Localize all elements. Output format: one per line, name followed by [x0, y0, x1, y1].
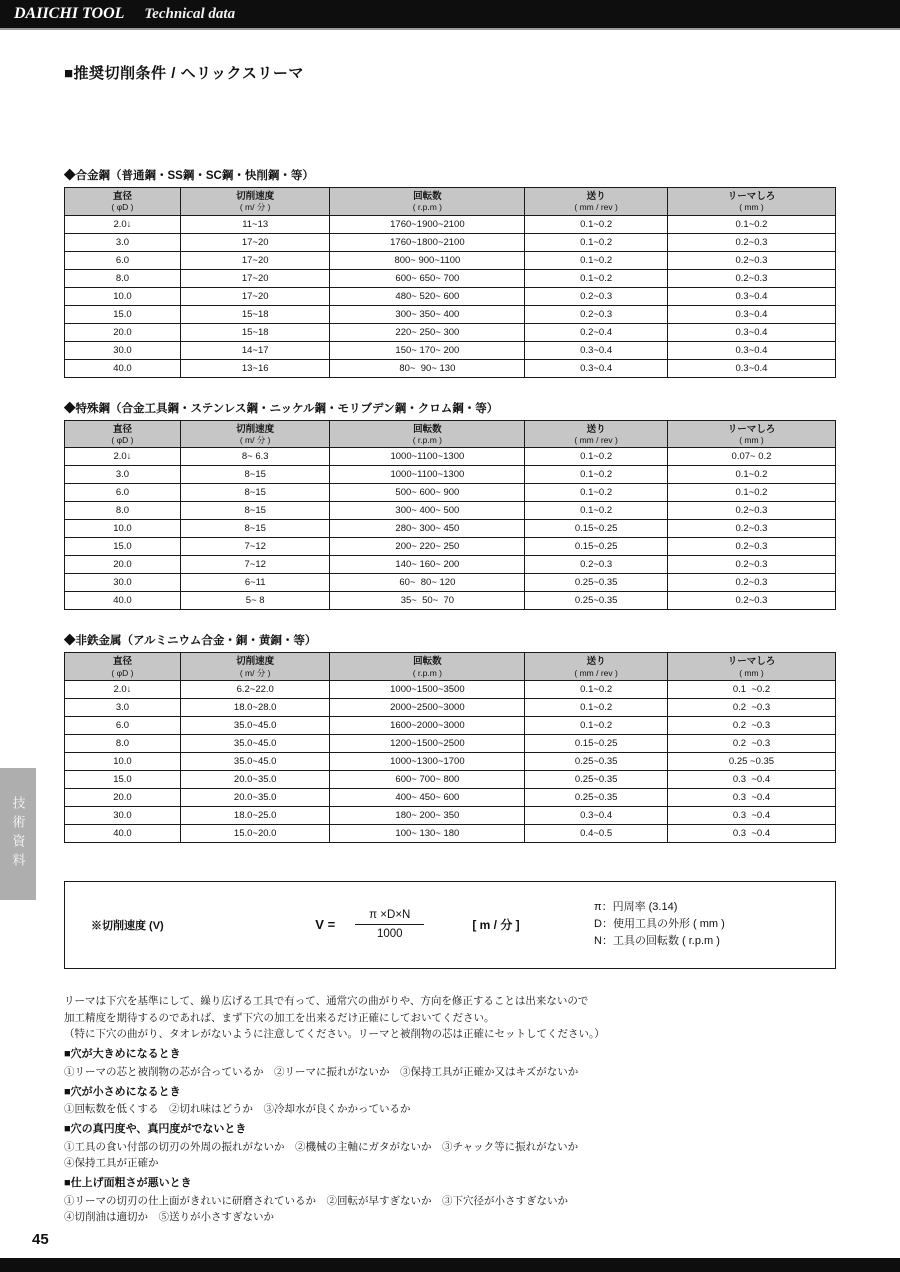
table-row	[65, 788, 836, 806]
table-cell: 0.1~0.2	[667, 484, 835, 502]
table-cell: 20.0	[65, 556, 181, 574]
table-cell: 1600~2000~3000	[330, 716, 525, 734]
table-cell: 7~12	[180, 556, 330, 574]
table-row	[65, 806, 836, 824]
table-cell: 15.0	[65, 305, 181, 323]
legend-n: N：工具の回転数 ( r.p.m )	[594, 935, 720, 948]
table-title: ◆合金鋼（普通鋼・SS鋼・SC鋼・快削鋼・等）	[64, 170, 314, 182]
table-cell: 0.25~0.35	[525, 752, 668, 770]
table-row	[65, 698, 836, 716]
table-cell: 6~11	[180, 574, 330, 592]
column-header	[330, 653, 525, 681]
column-name: 直径	[112, 656, 132, 668]
column-header	[180, 188, 330, 216]
column-header	[667, 653, 835, 681]
table-cell: 800~ 900~1100	[330, 251, 525, 269]
table-cell: 0.3 ~0.4	[667, 770, 835, 788]
table-cell: 20.0~35.0	[180, 770, 330, 788]
table-cell: 30.0	[65, 806, 181, 824]
column-name: 切削速度	[236, 656, 275, 668]
notes	[64, 993, 836, 1227]
table-cell: 0.3 ~0.4	[667, 824, 835, 842]
column-name: 回転数	[413, 423, 442, 435]
table-cell: 0.25~0.35	[525, 770, 668, 788]
table-cell: 1000~1100~1300	[330, 448, 525, 466]
table-cell: 2000~2500~3000	[330, 698, 525, 716]
column-unit: ( m/ 分 )	[239, 202, 271, 213]
table-head	[65, 188, 836, 216]
table-cell: 0.1 ~0.2	[667, 680, 835, 698]
table-cell: 0.4~0.5	[525, 824, 668, 842]
table-cell: 0.2~0.3	[667, 592, 835, 610]
table-cell: 15.0	[65, 770, 181, 788]
tables-container	[64, 167, 836, 843]
table-cell: 18.0~28.0	[180, 698, 330, 716]
table-cell: 6.0	[65, 251, 181, 269]
table-cell: 300~ 350~ 400	[330, 305, 525, 323]
table-cell: 0.2 ~0.3	[667, 716, 835, 734]
formula-box	[64, 881, 836, 969]
bottom-bar	[0, 1258, 900, 1272]
table-cell: 280~ 300~ 450	[330, 520, 525, 538]
table-cell: 0.3~0.4	[667, 287, 835, 305]
table-cell: 6.2~22.0	[180, 680, 330, 698]
table-cell: 10.0	[65, 520, 181, 538]
table-cell: 35~ 50~ 70	[330, 592, 525, 610]
table-cell: 17~20	[180, 233, 330, 251]
note-intro-line: リーマは下穴を基準にして、繰り広げる工具で有って、通常穴の曲がりや、方向を修正することは出来ないので	[64, 994, 589, 1007]
table-cell: 2.0↓	[65, 448, 181, 466]
table-cell: 150~ 170~ 200	[330, 341, 525, 359]
column-name: リーマしろ	[727, 423, 776, 435]
column-name: 送り	[586, 191, 606, 202]
table-cell: 18.0~25.0	[180, 806, 330, 824]
note-line: ①リーマの芯と被削物の芯が合っているか ②リーマに振れがないか ③保持工具が正確か又はキズがないか	[64, 1065, 579, 1078]
table-cell: 0.25 ~0.35	[667, 752, 835, 770]
table-cell: 0.1~0.2	[667, 466, 835, 484]
note-heading: ■穴が大きめになるとき	[64, 1048, 181, 1061]
column-unit: ( m/ 分 )	[239, 434, 271, 445]
note-intro-line: （特に下穴の曲がり、タオレがないように注意してください。リーマと被削物の芯は正確にセットしてください。）	[64, 1028, 605, 1041]
table-cell: 100~ 130~ 180	[330, 824, 525, 842]
table-body	[65, 215, 836, 377]
table-cell: 0.3~0.4	[525, 359, 668, 377]
table-row	[65, 215, 836, 233]
note-line: ①回転数を低くする ②切れ味はどうか ③冷却水が良くかかっているか	[64, 1103, 411, 1116]
table-cell: 0.3 ~0.4	[667, 806, 835, 824]
table-cell: 13~16	[180, 359, 330, 377]
table-cell: 140~ 160~ 200	[330, 556, 525, 574]
table-row	[65, 466, 836, 484]
column-header	[667, 188, 835, 216]
table-cell: 0.3~0.4	[525, 806, 668, 824]
table-cell: 500~ 600~ 900	[330, 484, 525, 502]
table-body	[65, 680, 836, 842]
table-body	[65, 448, 836, 610]
table-cell: 0.1~0.2	[525, 502, 668, 520]
table-cell: 0.3 ~0.4	[667, 788, 835, 806]
column-unit: ( r.p.m )	[412, 667, 443, 678]
table-cell: 2.0↓	[65, 680, 181, 698]
table-cell: 0.3~0.4	[667, 341, 835, 359]
table-cell: 0.1~0.2	[667, 215, 835, 233]
column-name: 直径	[112, 423, 132, 435]
table-row	[65, 538, 836, 556]
table-cell: 0.1~0.2	[525, 484, 668, 502]
page-title: ■推奨切削条件 / ヘリックスリーマ	[64, 65, 304, 82]
column-header	[65, 188, 181, 216]
column-unit: ( r.p.m )	[412, 434, 443, 445]
column-name: 送り	[586, 656, 606, 668]
table-cell: 8~15	[180, 484, 330, 502]
table-cell: 1000~1500~3500	[330, 680, 525, 698]
table-cell: 0.1~0.2	[525, 233, 668, 251]
table-cell: 600~ 650~ 700	[330, 269, 525, 287]
table-row	[65, 824, 836, 842]
header-subtitle: Technical data	[144, 5, 236, 22]
column-header	[180, 420, 330, 448]
table-row	[65, 556, 836, 574]
cutting-conditions-table	[64, 420, 836, 611]
table-head	[65, 420, 836, 448]
cutting-conditions-table	[64, 187, 836, 378]
table-title: ◆非鉄金属（アルミニウム合金・銅・黄銅・等）	[64, 635, 317, 648]
table-cell: 0.15~0.25	[525, 734, 668, 752]
table-cell: 0.1~0.2	[525, 698, 668, 716]
column-name: リーマしろ	[727, 191, 776, 202]
side-tab-technical-data	[0, 768, 36, 900]
column-name: 回転数	[413, 191, 442, 202]
table-cell: 0.1~0.2	[525, 716, 668, 734]
table-cell: 8~15	[180, 520, 330, 538]
note-line: ①工具の食い付部の切刃の外周の振れがないか ②機械の主軸にガタがないか ③チャック等に振れがないか	[64, 1140, 579, 1153]
table-cell: 8.0	[65, 734, 181, 752]
table-row	[65, 592, 836, 610]
column-header	[525, 420, 668, 448]
table-cell: 600~ 700~ 800	[330, 770, 525, 788]
table-cell: 20.0	[65, 788, 181, 806]
table-cell: 0.3~0.4	[667, 323, 835, 341]
table-cell: 40.0	[65, 359, 181, 377]
table-cell: 17~20	[180, 251, 330, 269]
column-header	[667, 420, 835, 448]
table-head	[65, 653, 836, 681]
table-cell: 1000~1300~1700	[330, 752, 525, 770]
table-cell: 1760~1900~2100	[330, 215, 525, 233]
table-cell: 5~ 8	[180, 592, 330, 610]
column-unit: ( mm )	[739, 434, 764, 445]
table-row	[65, 269, 836, 287]
table-cell: 0.25~0.35	[525, 592, 668, 610]
formula-denominator: 1000	[376, 928, 403, 941]
table-row	[65, 341, 836, 359]
header-row	[65, 653, 836, 681]
note-intro-line: 加工精度を期待するのであれば、まず下穴の加工を出来るだけ正確にしておいてください。	[64, 1011, 495, 1024]
column-unit: ( mm / rev )	[574, 202, 618, 213]
table-cell: 0.2~0.3	[667, 520, 835, 538]
table-cell: 0.1~0.2	[525, 448, 668, 466]
table-cell: 0.3~0.4	[667, 359, 835, 377]
table-cell: 0.1~0.2	[525, 466, 668, 484]
column-name: 送り	[586, 423, 606, 435]
table-row	[65, 233, 836, 251]
note-heading: ■穴が小さめになるとき	[64, 1085, 181, 1098]
top-header-bar	[0, 0, 900, 30]
table-cell: 0.1~0.2	[525, 269, 668, 287]
column-header	[180, 653, 330, 681]
table-cell: 1200~1500~2500	[330, 734, 525, 752]
table-cell: 6.0	[65, 716, 181, 734]
table-cell: 15~18	[180, 305, 330, 323]
table-cell: 0.2~0.3	[667, 556, 835, 574]
note-line: ④保持工具が正確か	[64, 1157, 159, 1170]
column-unit: ( φD )	[111, 667, 134, 678]
column-name: 切削速度	[236, 191, 275, 202]
column-name: リーマしろ	[727, 656, 776, 668]
column-unit: ( mm )	[739, 202, 764, 213]
table-cell: 180~ 200~ 350	[330, 806, 525, 824]
table-cell: 0.2~0.4	[525, 323, 668, 341]
column-unit: ( r.p.m )	[412, 202, 443, 213]
table-cell: 0.25~0.35	[525, 788, 668, 806]
table-cell: 30.0	[65, 574, 181, 592]
formula-unit: [ m / 分 ]	[472, 918, 520, 933]
column-header	[330, 420, 525, 448]
column-unit: ( mm / rev )	[574, 434, 618, 445]
column-name: 切削速度	[236, 423, 275, 435]
table-cell: 3.0	[65, 698, 181, 716]
table-cell: 200~ 220~ 250	[330, 538, 525, 556]
table-cell: 1000~1100~1300	[330, 466, 525, 484]
table-title: ◆特殊鋼（合金工具鋼・ステンレス鋼・ニッケル鋼・モリブデン鋼・クロム鋼・等）	[64, 402, 499, 415]
column-header	[65, 653, 181, 681]
table-cell: 0.1~0.2	[525, 215, 668, 233]
table-cell: 0.2~0.3	[525, 287, 668, 305]
table-cell: 0.3~0.4	[667, 305, 835, 323]
cutting-table-section	[64, 632, 836, 843]
cutting-table-section	[64, 400, 836, 611]
table-row	[65, 359, 836, 377]
table-cell: 60~ 80~ 120	[330, 574, 525, 592]
table-cell: 15.0~20.0	[180, 824, 330, 842]
table-cell: 0.2~0.3	[667, 538, 835, 556]
table-row	[65, 680, 836, 698]
table-cell: 0.2~0.3	[667, 233, 835, 251]
table-cell: 0.2~0.3	[667, 251, 835, 269]
table-cell: 0.2 ~0.3	[667, 698, 835, 716]
table-cell: 0.2~0.3	[667, 269, 835, 287]
table-cell: 6.0	[65, 484, 181, 502]
table-cell: 3.0	[65, 466, 181, 484]
column-header	[525, 188, 668, 216]
table-cell: 400~ 450~ 600	[330, 788, 525, 806]
table-cell: 300~ 400~ 500	[330, 502, 525, 520]
note-line: ①リーマの切刃の仕上面がきれいに研磨されているか ②回転が早すぎないか ③下穴径が小さすぎないか	[64, 1194, 568, 1207]
column-unit: ( m/ 分 )	[239, 667, 271, 678]
table-cell: 8.0	[65, 502, 181, 520]
legend-pi: π：円周率 (3.14)	[594, 901, 678, 914]
table-cell: 8~ 6.3	[180, 448, 330, 466]
table-cell: 40.0	[65, 592, 181, 610]
table-cell: 0.25~0.35	[525, 574, 668, 592]
table-row	[65, 251, 836, 269]
table-cell: 80~ 90~ 130	[330, 359, 525, 377]
table-row	[65, 287, 836, 305]
table-cell: 10.0	[65, 287, 181, 305]
table-row	[65, 574, 836, 592]
table-cell: 0.15~0.25	[525, 520, 668, 538]
table-cell: 0.07~ 0.2	[667, 448, 835, 466]
table-row	[65, 752, 836, 770]
table-cell: 3.0	[65, 233, 181, 251]
brand-title: DAIICHI TOOL	[14, 5, 125, 22]
cutting-conditions-table	[64, 652, 836, 843]
table-cell: 35.0~45.0	[180, 752, 330, 770]
column-header	[330, 188, 525, 216]
side-tab-label: 技術資料	[10, 796, 26, 872]
formula-expression	[241, 909, 594, 940]
table-cell: 220~ 250~ 300	[330, 323, 525, 341]
column-name: 回転数	[413, 656, 442, 668]
table-cell: 480~ 520~ 600	[330, 287, 525, 305]
table-cell: 0.2~0.3	[667, 502, 835, 520]
table-cell: 0.2~0.3	[525, 556, 668, 574]
note-line: ④切削油は適切か ⑤送りが小さすぎないか	[64, 1211, 274, 1224]
column-unit: ( mm / rev )	[574, 667, 618, 678]
table-row	[65, 770, 836, 788]
table-cell: 40.0	[65, 824, 181, 842]
table-row	[65, 520, 836, 538]
table-cell: 0.1~0.2	[525, 251, 668, 269]
column-header	[65, 420, 181, 448]
table-row	[65, 716, 836, 734]
column-unit: ( mm )	[739, 667, 764, 678]
table-cell: 0.1~0.2	[525, 680, 668, 698]
header-row	[65, 188, 836, 216]
table-cell: 0.2~0.3	[667, 574, 835, 592]
table-cell: 35.0~45.0	[180, 716, 330, 734]
table-cell: 2.0↓	[65, 215, 181, 233]
table-row	[65, 734, 836, 752]
header-row	[65, 420, 836, 448]
page-number: 45	[32, 1231, 49, 1248]
legend-d: D：使用工具の外形 ( mm )	[594, 918, 725, 931]
table-row	[65, 484, 836, 502]
note-heading: ■仕上げ面粗さが悪いとき	[64, 1177, 192, 1190]
table-row	[65, 448, 836, 466]
table-cell: 8.0	[65, 269, 181, 287]
table-cell: 17~20	[180, 269, 330, 287]
column-header	[525, 653, 668, 681]
formula-fraction	[355, 909, 424, 940]
table-row	[65, 323, 836, 341]
table-cell: 10.0	[65, 752, 181, 770]
table-cell: 0.3~0.4	[525, 341, 668, 359]
formula-lhs: V =	[315, 917, 336, 933]
table-cell: 8~15	[180, 466, 330, 484]
table-cell: 15.0	[65, 538, 181, 556]
note-heading: ■穴の真円度や、真円度がでないとき	[64, 1122, 247, 1135]
table-cell: 15~18	[180, 323, 330, 341]
column-unit: ( φD )	[111, 202, 134, 213]
column-name: 直径	[112, 191, 132, 202]
column-unit: ( φD )	[111, 434, 134, 445]
table-cell: 14~17	[180, 341, 330, 359]
table-cell: 8~15	[180, 502, 330, 520]
table-cell: 11~13	[180, 215, 330, 233]
table-row	[65, 305, 836, 323]
formula-legend	[594, 899, 809, 950]
cutting-table-section	[64, 167, 836, 378]
table-cell: 17~20	[180, 287, 330, 305]
table-cell: 0.2~0.3	[525, 305, 668, 323]
table-cell: 0.15~0.25	[525, 538, 668, 556]
table-cell: 7~12	[180, 538, 330, 556]
table-row	[65, 502, 836, 520]
table-cell: 0.2 ~0.3	[667, 734, 835, 752]
table-cell: 35.0~45.0	[180, 734, 330, 752]
formula-label: ※切削速度 (V)	[91, 919, 164, 932]
table-cell: 20.0~35.0	[180, 788, 330, 806]
table-cell: 30.0	[65, 341, 181, 359]
formula-numerator: π ×D×N	[355, 909, 424, 925]
table-cell: 1760~1800~2100	[330, 233, 525, 251]
table-cell: 20.0	[65, 323, 181, 341]
